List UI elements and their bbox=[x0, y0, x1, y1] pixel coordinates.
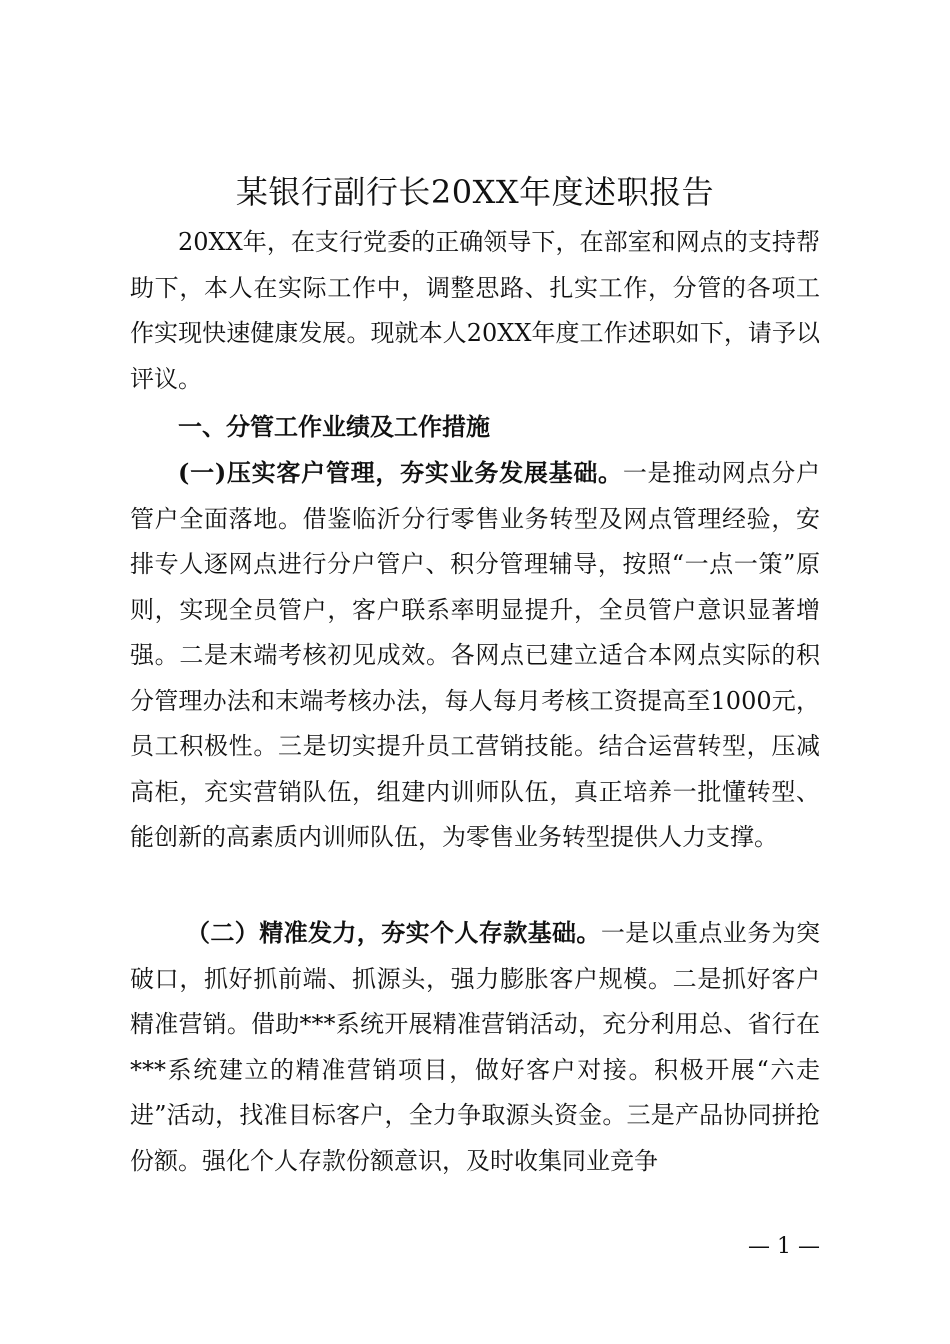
document-title: 某银行副行长20XX年度述职报告 bbox=[235, 173, 715, 211]
paragraph-body: 一是推动网点分户管户全面落地。借鉴临沂分行零售业务转型及网点管理经验，安排专人逐网点进行分户管户、积分管理辅导，按照“一点一策”原则，实现全员管户，客户联系率明显提升，全员管户意识显著增强。二是末端考核初见成效。各网点已建立适合本网点实际的积分管理办法和末端考核办法，每人每月考核工资提高至1000元，员工积极性。三是切实提升员工营销技能。结合运营转型，压减高柜，充实营销队伍，组建内训师队伍，真正培养一批懂转型、能创新的高素质内训师队伍，为零售业务转型提供人力支撑。 bbox=[130, 459, 821, 851]
paragraph-customer-management bbox=[130, 450, 820, 861]
page-number: — 1 — bbox=[748, 1234, 820, 1259]
paragraph-personal-deposit bbox=[130, 910, 820, 1184]
paragraph-lead: (一)压实客户管理，夯实业务发展基础。 bbox=[178, 458, 623, 487]
paragraph-body: 一是以重点业务为突破口，抓好抓前端、抓源头，强力膨胀客户规模。二是抓好客户精准营销。借助***系统开展精准营销活动，充分利用总、省行在***系统建立的精准营销项目，做好客户对接。积极开展“六走进”活动，找准目标客户，全力争取源头资金。三是产品协同拼抢份额。强化个人存款份额意识，及时收集同业竞争 bbox=[130, 919, 821, 1175]
section-heading: 一、分管工作业绩及工作措施 bbox=[178, 412, 490, 441]
intro-paragraph: 20XX年，在支行党委的正确领导下，在部室和网点的支持帮助下，本人在实际工作中，调整思路、扎实工作，分管的各项工作实现快速健康发展。现就本人20XX年度工作述职如下，请予以评议。 bbox=[130, 228, 820, 393]
paragraph-lead: （二）精准发力，夯实个人存款基础。 bbox=[186, 918, 601, 947]
